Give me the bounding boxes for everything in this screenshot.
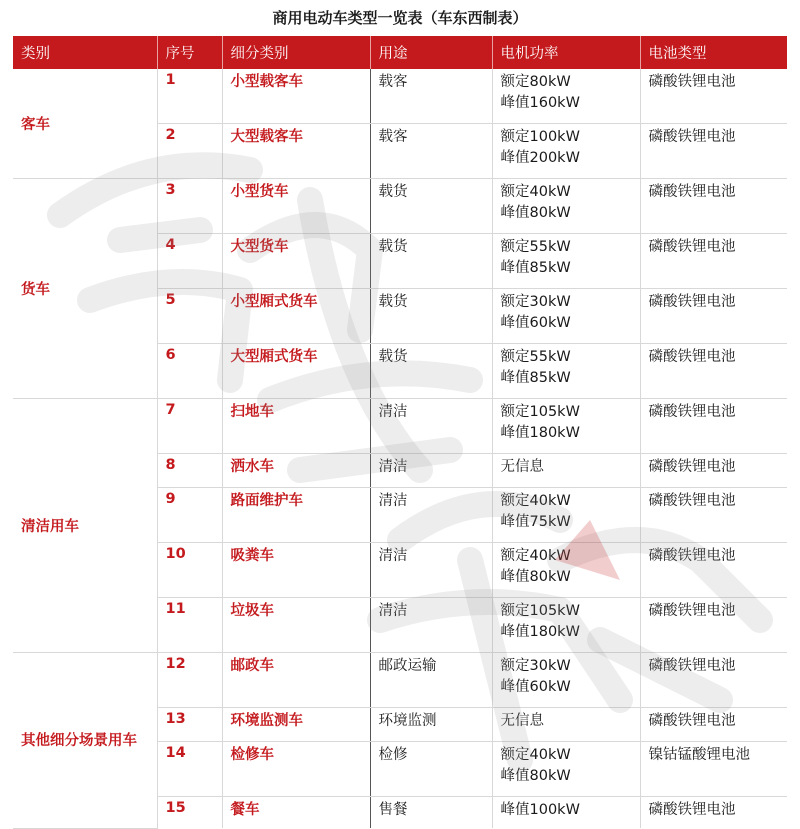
table-row	[13, 69, 787, 124]
usage-cell: 载货	[370, 179, 492, 234]
subcategory-cell: 小型载客车	[222, 69, 370, 124]
power-cell	[492, 598, 640, 653]
power-peak: 峰值180kW	[500, 425, 580, 441]
usage-cell: 载货	[370, 289, 492, 344]
battery-cell: 磷酸铁锂电池	[640, 488, 787, 543]
power-cell	[492, 653, 640, 708]
header-usage: 用途	[370, 36, 492, 69]
table-row	[13, 653, 787, 708]
power-peak: 峰值80kW	[500, 569, 571, 585]
row-number: 11	[157, 598, 222, 653]
battery-cell: 磷酸铁锂电池	[640, 454, 787, 488]
battery-cell: 磷酸铁锂电池	[640, 124, 787, 179]
power-info: 无信息	[500, 713, 544, 729]
row-number: 10	[157, 543, 222, 598]
usage-cell: 清洁	[370, 488, 492, 543]
usage-cell: 载客	[370, 124, 492, 179]
subcategory-cell: 大型载客车	[222, 124, 370, 179]
power-peak: 峰值180kW	[500, 624, 580, 640]
header-number: 序号	[157, 36, 222, 69]
subcategory-cell: 餐车	[222, 797, 370, 829]
usage-cell: 载货	[370, 234, 492, 289]
row-number: 6	[157, 344, 222, 399]
header-subcategory: 细分类别	[222, 36, 370, 69]
power-cell	[492, 797, 640, 829]
subcategory-cell: 洒水车	[222, 454, 370, 488]
category-cell: 其他细分场景用车	[13, 653, 157, 829]
power-peak: 峰值60kW	[500, 315, 571, 331]
power-cell	[492, 399, 640, 454]
battery-cell: 磷酸铁锂电池	[640, 598, 787, 653]
row-number: 9	[157, 488, 222, 543]
power-cell	[492, 234, 640, 289]
subcategory-cell: 小型厢式货车	[222, 289, 370, 344]
subcategory-cell: 环境监测车	[222, 708, 370, 742]
row-number: 4	[157, 234, 222, 289]
power-info: 无信息	[500, 459, 544, 475]
category-cell: 客车	[13, 69, 157, 179]
battery-cell: 磷酸铁锂电池	[640, 399, 787, 454]
power-peak: 峰值85kW	[500, 370, 571, 386]
row-number: 7	[157, 399, 222, 454]
power-rated: 额定105kW	[500, 603, 580, 619]
power-peak: 峰值200kW	[500, 150, 580, 166]
power-rated: 额定40kW	[500, 747, 571, 763]
power-rated: 额定80kW	[500, 74, 571, 90]
row-number: 1	[157, 69, 222, 124]
battery-cell: 磷酸铁锂电池	[640, 289, 787, 344]
usage-cell: 清洁	[370, 543, 492, 598]
power-cell	[492, 454, 640, 488]
power-cell	[492, 543, 640, 598]
power-rated: 额定40kW	[500, 493, 571, 509]
usage-cell: 载货	[370, 344, 492, 399]
power-peak: 峰值85kW	[500, 260, 571, 276]
row-number: 3	[157, 179, 222, 234]
subcategory-cell: 吸粪车	[222, 543, 370, 598]
power-rated: 额定30kW	[500, 294, 571, 310]
battery-cell: 磷酸铁锂电池	[640, 344, 787, 399]
power-cell	[492, 289, 640, 344]
power-rated: 额定30kW	[500, 658, 571, 674]
table-row	[13, 399, 787, 454]
row-number: 2	[157, 124, 222, 179]
table-body	[13, 69, 787, 828]
row-number: 14	[157, 742, 222, 797]
power-peak: 峰值60kW	[500, 679, 571, 695]
battery-cell: 磷酸铁锂电池	[640, 797, 787, 829]
category-cell: 货车	[13, 179, 157, 399]
usage-cell: 检修	[370, 742, 492, 797]
table-row	[13, 179, 787, 234]
power-rated: 额定105kW	[500, 404, 580, 420]
battery-cell: 磷酸铁锂电池	[640, 543, 787, 598]
header-motor-power: 电机功率	[492, 36, 640, 69]
row-number: 12	[157, 653, 222, 708]
subcategory-cell: 垃圾车	[222, 598, 370, 653]
row-number: 13	[157, 708, 222, 742]
page-title: 商用电动车类型一览表（车东西制表）	[272, 9, 528, 27]
power-peak: 峰值75kW	[500, 514, 571, 530]
power-peak: 峰值80kW	[500, 768, 571, 784]
battery-cell: 磷酸铁锂电池	[640, 234, 787, 289]
category-cell: 清洁用车	[13, 399, 157, 653]
usage-cell: 清洁	[370, 598, 492, 653]
power-cell	[492, 179, 640, 234]
battery-cell: 磷酸铁锂电池	[640, 653, 787, 708]
battery-cell: 镍钴锰酸锂电池	[640, 742, 787, 797]
power-peak: 峰值100kW	[500, 802, 580, 818]
power-cell	[492, 69, 640, 124]
power-rated: 额定55kW	[500, 349, 571, 365]
power-cell	[492, 708, 640, 742]
power-cell	[492, 124, 640, 179]
header-category: 类别	[13, 36, 157, 69]
vehicle-type-table	[13, 36, 787, 829]
usage-cell: 邮政运输	[370, 653, 492, 708]
power-cell	[492, 742, 640, 797]
power-cell	[492, 488, 640, 543]
header-battery-type: 电池类型	[640, 36, 787, 69]
subcategory-cell: 扫地车	[222, 399, 370, 454]
usage-cell: 环境监测	[370, 708, 492, 742]
usage-cell: 载客	[370, 69, 492, 124]
row-number: 15	[157, 797, 222, 829]
subcategory-cell: 邮政车	[222, 653, 370, 708]
battery-cell: 磷酸铁锂电池	[640, 708, 787, 742]
row-number: 8	[157, 454, 222, 488]
subcategory-cell: 检修车	[222, 742, 370, 797]
subcategory-cell: 路面维护车	[222, 488, 370, 543]
usage-cell: 售餐	[370, 797, 492, 829]
subcategory-cell: 小型货车	[222, 179, 370, 234]
power-cell	[492, 344, 640, 399]
power-peak: 峰值80kW	[500, 205, 571, 221]
power-rated: 额定100kW	[500, 129, 580, 145]
subcategory-cell: 大型厢式货车	[222, 344, 370, 399]
header-row	[13, 36, 787, 69]
power-rated: 额定55kW	[500, 239, 571, 255]
power-rated: 额定40kW	[500, 548, 571, 564]
row-number: 5	[157, 289, 222, 344]
battery-cell: 磷酸铁锂电池	[640, 179, 787, 234]
subcategory-cell: 大型货车	[222, 234, 370, 289]
usage-cell: 清洁	[370, 454, 492, 488]
usage-cell: 清洁	[370, 399, 492, 454]
battery-cell: 磷酸铁锂电池	[640, 69, 787, 124]
power-rated: 额定40kW	[500, 184, 571, 200]
power-peak: 峰值160kW	[500, 95, 580, 111]
